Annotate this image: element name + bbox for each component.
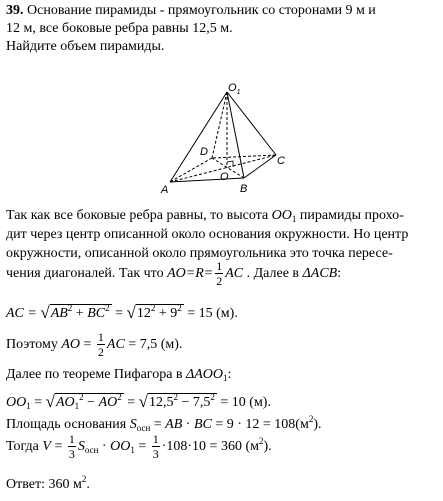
f1-eq: =: [111, 306, 127, 321]
f3-result: = 10 (м).: [216, 395, 271, 410]
ac-symbol: AC: [225, 266, 244, 281]
p4-result: ·108·10 = 360 (м: [161, 439, 259, 454]
triangle-aoo1: ΔAOO: [186, 367, 224, 382]
f1-result: = 15 (м).: [183, 306, 238, 321]
f1-radicand-2: $12^2 + 9^2$: [136, 303, 182, 321]
edge-bc: [244, 155, 276, 178]
f3-radicand-2: $12,5^2 - 7,5^2$: [148, 392, 215, 410]
f3-sub: 1: [26, 401, 31, 411]
label-o1: $O_1$: [228, 82, 241, 96]
problem-number: 39.: [6, 3, 24, 18]
solution-line-2: дит через центр описанной около основания окружности. Но центр: [6, 227, 409, 242]
p3-s: S: [129, 417, 137, 432]
pythagoras-line: [6, 368, 231, 382]
p3-end: ).: [313, 417, 322, 432]
p3-sub: осн: [136, 423, 151, 433]
f3-oo: OO: [6, 395, 27, 410]
p4-end: ).: [263, 439, 272, 454]
edge-cd: [212, 155, 276, 158]
solution-text-4a: чения диагоналей. Так что: [6, 266, 168, 281]
edge-ab: [170, 178, 244, 182]
formula-oo1: [6, 392, 271, 410]
problem-line-3: Найдите объем пирамиды.: [6, 39, 165, 54]
formula-ao: [6, 330, 182, 360]
answer-exp: 2: [81, 474, 87, 484]
height-subscript: 1: [291, 214, 297, 224]
p4-oo: OO: [110, 439, 131, 454]
height-symbol: OO: [271, 208, 292, 223]
edge-da: [170, 158, 212, 182]
f3-eq: =: [30, 395, 46, 410]
answer-text: Ответ: 360 м: [6, 477, 82, 492]
label-o: O: [220, 171, 229, 183]
f3-radicand-1: $AO_1^2 - AO^2$: [55, 392, 122, 411]
p4-text: Тогда: [6, 439, 43, 454]
p4-eq: =: [50, 439, 66, 454]
half-denominator: 2: [216, 274, 223, 289]
ao-equals-r: AO=R=: [167, 266, 214, 281]
f2-eq: =: [80, 337, 95, 352]
f1-lhs: AC =: [6, 306, 41, 321]
solution-line-1: [6, 209, 404, 223]
p4-eq2: =: [134, 439, 150, 454]
half-numerator: 1: [216, 259, 223, 274]
f1-radicand-1: $AB^2 + BC^2$: [50, 303, 110, 321]
f2-ac: AC: [106, 337, 125, 352]
solution-line-4: [6, 258, 341, 290]
f2-text: Поэтому: [6, 337, 62, 352]
sqrt-icon: √: [40, 303, 50, 322]
solution-text-1a: Так как все боковые ребра равны, то высота: [6, 208, 272, 223]
p4-oo-sub: 1: [130, 445, 135, 455]
solution-line-3: окружности, описанной около прямоугольника это точка пересе-: [6, 246, 393, 261]
edge-o1a: [170, 92, 227, 182]
answer-line: [6, 474, 90, 492]
f3-eq2: =: [123, 395, 139, 410]
f2-result: = 7,5 (м).: [124, 337, 183, 352]
p4-exp: 2: [258, 436, 264, 446]
p2-text: Далее по теореме Пифагора в: [6, 367, 187, 382]
fraction-one-half: [215, 260, 223, 287]
p3-ab: AB: [165, 417, 183, 432]
p3-text: Площадь основания: [6, 417, 130, 432]
problem-line-1: [6, 4, 376, 18]
fraction-one-third: $\frac{1}{3}$: [68, 432, 75, 462]
sqrt-icon: √: [126, 303, 136, 322]
sqrt-icon: √: [45, 392, 55, 411]
solution-text-1b: пирамиды прохо-: [296, 208, 404, 223]
p2-colon: :: [227, 367, 232, 382]
solution-text-4c: :: [337, 266, 342, 281]
right-angle-mark: [227, 161, 233, 167]
p3-exp: 2: [308, 414, 314, 424]
p4-sub: осн: [84, 445, 99, 455]
base-area-line: [6, 414, 322, 433]
p3-bc: BC: [193, 417, 212, 432]
solution-text-4b: . Далее в: [243, 266, 303, 281]
triangle-acb: ΔACB: [302, 266, 338, 281]
fraction-one-third-2: $\frac{1}{3}$: [152, 432, 159, 462]
p2-sub: 1: [223, 373, 228, 383]
pyramid-figure: [160, 80, 300, 200]
edge-o1d: [212, 92, 227, 158]
label-c: C: [277, 155, 285, 167]
f2-ao: AO: [61, 337, 80, 352]
problem-line-2: 12 м, все боковые ребра равны 12,5 м.: [6, 21, 233, 36]
answer-end: .: [86, 477, 90, 492]
fraction-one-half-2: $\frac{1}{2}$: [97, 330, 104, 360]
p3-dot: ·: [182, 417, 194, 432]
label-a: A: [161, 184, 169, 196]
p4-s: S: [77, 439, 85, 454]
p3-calc: = 9 · 12 = 108(м: [211, 417, 309, 432]
problem-text-1: Основание пирамиды - прямоугольник со сторонами 9 м и: [23, 3, 376, 18]
p4-dot: ·: [98, 439, 111, 454]
volume-line: [6, 431, 272, 463]
edge-o1c: [227, 92, 276, 155]
label-b: B: [240, 183, 248, 195]
p4-v: V: [42, 439, 51, 454]
formula-ac: [6, 303, 238, 321]
label-d: D: [200, 146, 208, 158]
p3-eq: =: [150, 417, 166, 432]
sqrt-icon: √: [138, 392, 148, 411]
